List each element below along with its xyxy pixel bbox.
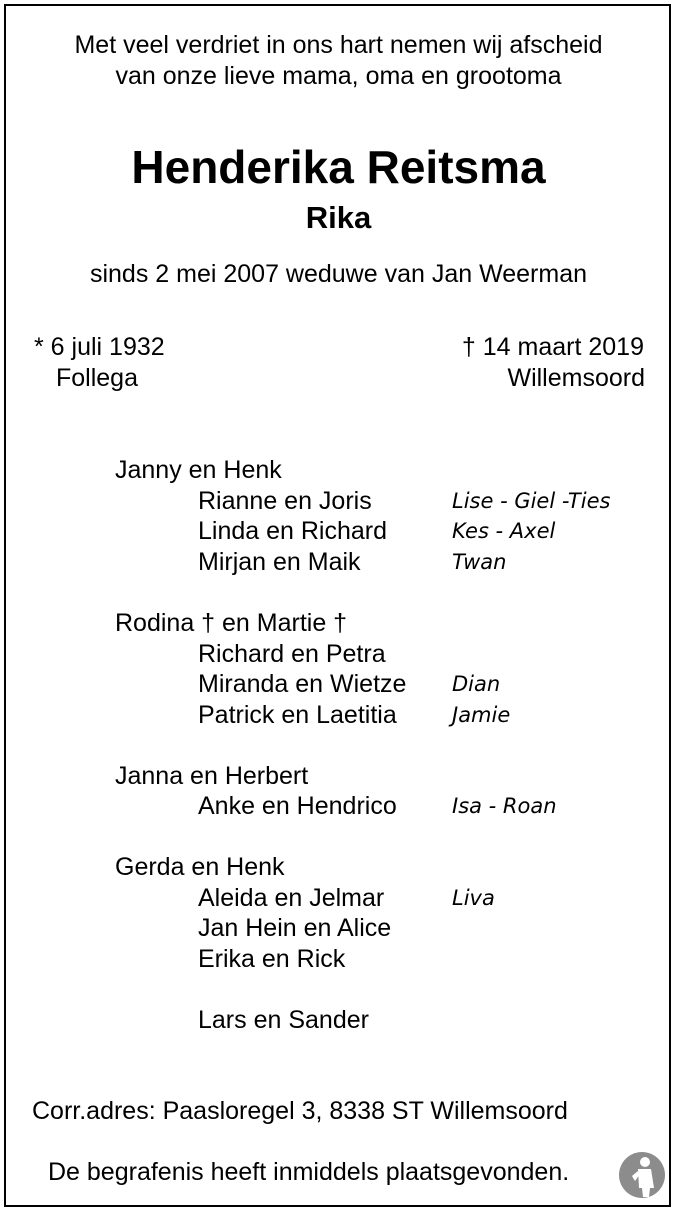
birth-date: * 6 juli 1932 bbox=[34, 333, 165, 361]
family-child: Jan Hein en Alice bbox=[198, 914, 392, 942]
grandchildren: Jamie bbox=[452, 703, 511, 727]
death-date: † 14 maart 2019 bbox=[461, 333, 644, 361]
grandchildren: Dian bbox=[452, 672, 501, 696]
intro-line-1: Met veel verdriet in ons hart nemen wij afscheid bbox=[74, 31, 603, 59]
memorial-figure-icon bbox=[618, 1150, 666, 1202]
deceased-nickname: Rika bbox=[305, 200, 372, 235]
family-child: Anke en Hendrico bbox=[198, 792, 397, 820]
widow-line: sinds 2 mei 2007 weduwe van Jan Weerman bbox=[89, 260, 588, 288]
family-parents: Rodina † en Martie † bbox=[115, 609, 348, 637]
family-child: Aleida en Jelmar bbox=[198, 884, 385, 912]
birth-place: Follega bbox=[56, 364, 138, 392]
grandchildren: Liva bbox=[452, 886, 495, 910]
family-child: Miranda en Wietze bbox=[198, 670, 407, 698]
family-parents: Janny en Henk bbox=[115, 456, 282, 484]
family-parents: Janna en Herbert bbox=[115, 762, 309, 790]
family-parents: Gerda en Henk bbox=[115, 853, 285, 881]
intro-line-2: van onze lieve mama, oma en grootoma bbox=[115, 62, 562, 90]
deceased-name: Henderika Reitsma bbox=[131, 141, 546, 193]
other-relatives: Lars en Sander bbox=[198, 1006, 369, 1034]
family-child: Richard en Petra bbox=[198, 640, 386, 668]
family-child: Patrick en Laetitia bbox=[198, 701, 397, 729]
funeral-notice: De begrafenis heeft inmiddels plaatsgevonden. bbox=[48, 1158, 570, 1186]
family-child: Mirjan en Maik bbox=[198, 548, 361, 576]
family-child: Rianne en Joris bbox=[198, 487, 372, 515]
grandchildren: Isa - Roan bbox=[452, 794, 557, 818]
grandchildren: Twan bbox=[452, 550, 507, 574]
grandchildren: Lise - Giel -Ties bbox=[452, 489, 611, 513]
family-child: Erika en Rick bbox=[198, 945, 346, 973]
family-child: Linda en Richard bbox=[198, 517, 388, 545]
grandchildren: Kes - Axel bbox=[452, 519, 556, 543]
death-place: Willemsoord bbox=[507, 364, 645, 392]
correspondence-address: Corr.adres: Paasloregel 3, 8338 ST Willemsoord bbox=[32, 1097, 568, 1125]
